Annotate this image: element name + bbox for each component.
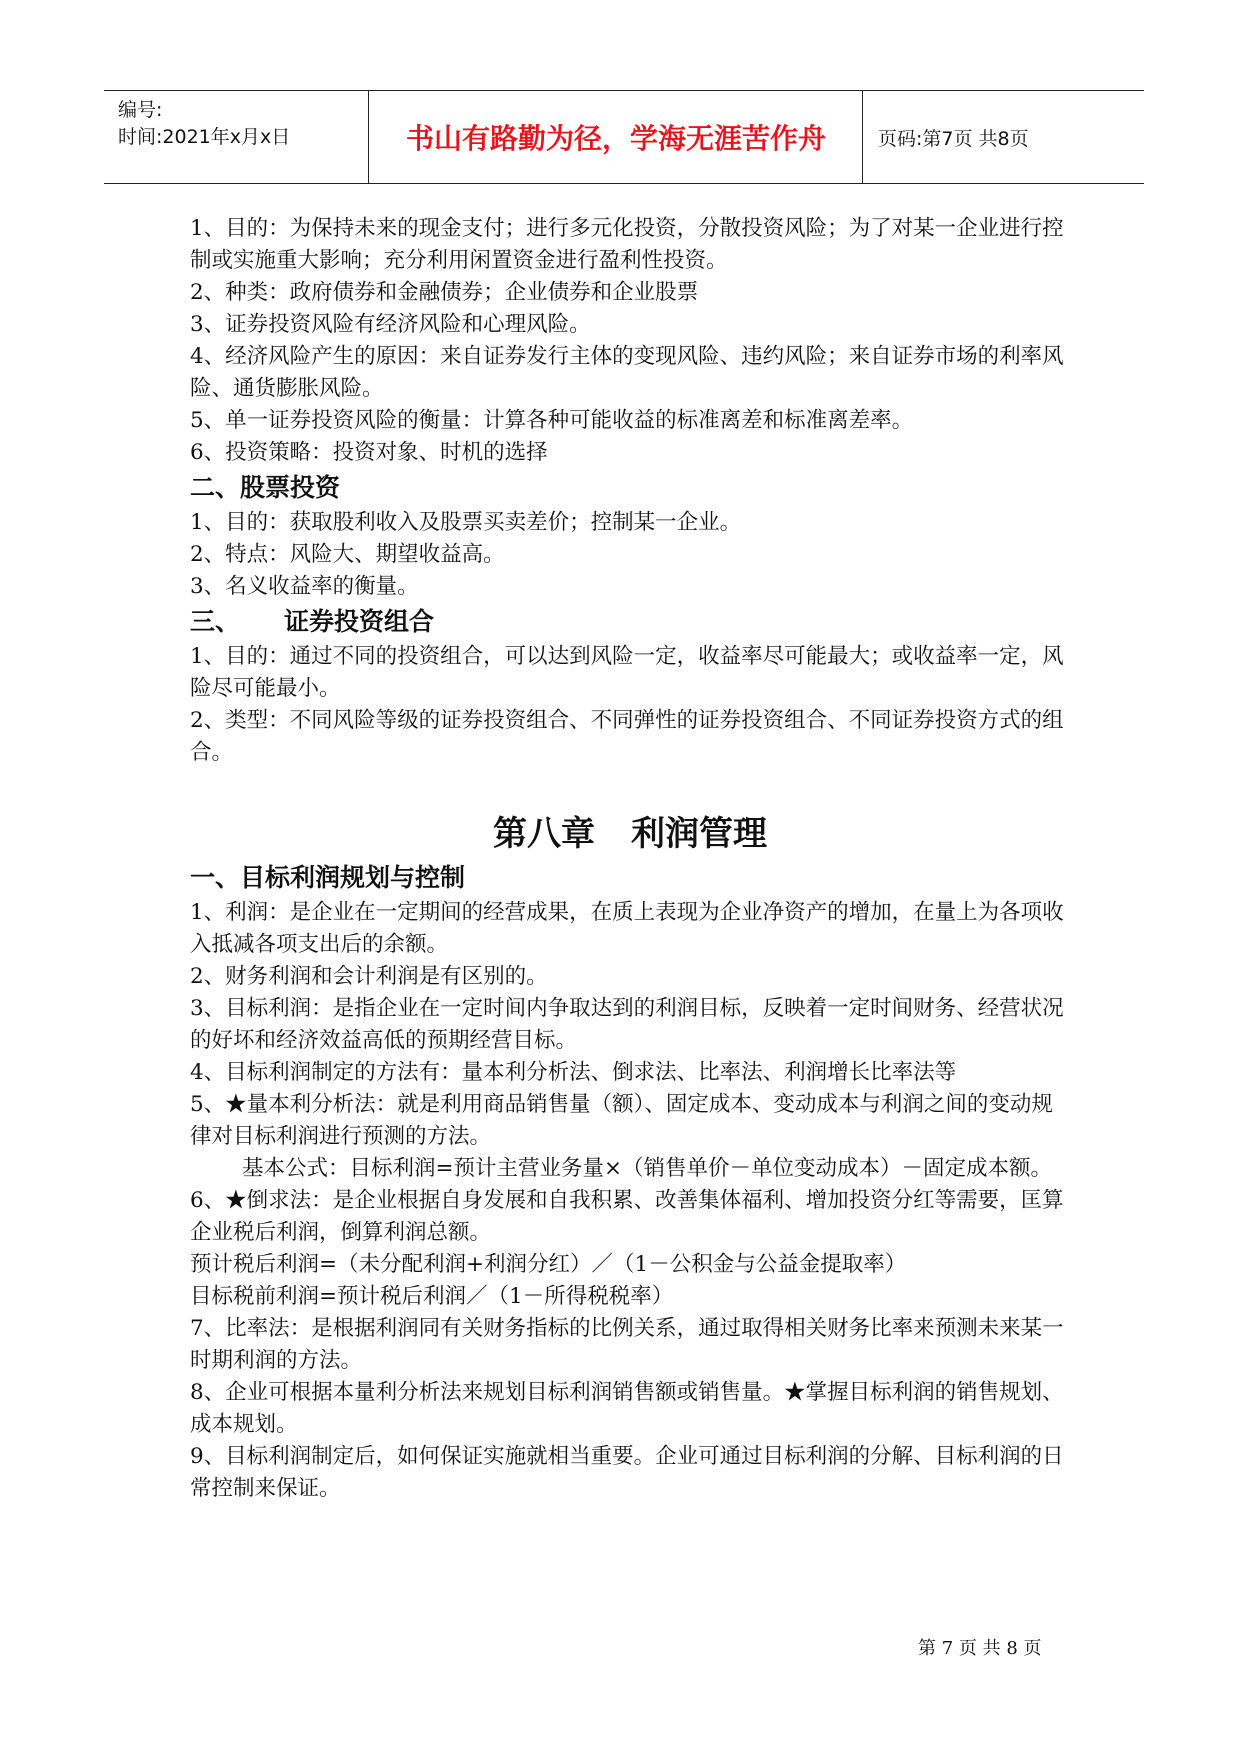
paragraph: 2、财务利润和会计利润是有区别的。 xyxy=(190,964,548,989)
paragraph: 1、目的：通过不同的投资组合，可以达到风险一定，收益率尽可能最大；或收益率一定，风险尽可能最小。 xyxy=(190,644,1064,701)
header-number-label: 编号: xyxy=(118,99,163,121)
header-page-label: 页码:第7页 共8页 xyxy=(878,127,1029,150)
paragraph: 2、类型：不同风险等级的证券投资组合、不同弹性的证券投资组合、不同证券投资方式的组合。 xyxy=(190,708,1064,765)
section-heading-stock: 二、股票投资 xyxy=(190,473,341,502)
document-body xyxy=(190,213,1070,1505)
chapter-title xyxy=(190,811,1070,857)
page-header xyxy=(104,90,1144,184)
header-meta-cell xyxy=(104,91,369,183)
paragraph: 1、目的：获取股利收入及股票买卖差价；控制某一企业。 xyxy=(190,510,742,535)
section-heading-portfolio xyxy=(190,605,1070,639)
section-heading-text: 证券投资组合 xyxy=(284,607,435,636)
header-motto: 书山有路勤为径，学海无涯苦作舟 xyxy=(370,91,863,183)
header-time-label: 时间:2021年x月x日 xyxy=(118,126,291,148)
formula-paragraph: 基本公式：目标利润=预计主营业务量×（销售单价－单位变动成本）－固定成本额。 xyxy=(242,1156,1053,1181)
section-heading-number: 三、 xyxy=(190,607,241,636)
paragraph: 8、企业可根据本量利分析法来规划目标利润销售额或销售量。★掌握目标利润的销售规划、成本规划。 xyxy=(190,1380,1064,1437)
paragraph: 6、★倒求法：是企业根据自身发展和自我积累、改善集体福利、增加投资分红等需要，匡算企业税后利润，倒算利润总额。 xyxy=(190,1188,1064,1245)
formula-line: 预计税后利润=（未分配利润+利润分红）／（1－公积金与公益金提取率） xyxy=(190,1252,907,1277)
paragraph: 3、名义收益率的衡量。 xyxy=(190,574,419,599)
chapter-name: 利润管理 xyxy=(631,814,767,854)
paragraph: 3、证券投资风险有经济风险和心理风险。 xyxy=(190,312,591,337)
paragraph: 2、特点：风险大、期望收益高。 xyxy=(190,542,505,567)
paragraph: 6、投资策略：投资对象、时机的选择 xyxy=(190,440,548,465)
paragraph: 5、单一证券投资风险的衡量：计算各种可能收益的标准离差和标准离差率。 xyxy=(190,408,914,433)
paragraph: 7、比率法：是根据利润同有关财务指标的比例关系，通过取得相关财务比率来预测未来某一时期利润的方法。 xyxy=(190,1316,1064,1373)
page-footer: 第 7 页 共 8 页 xyxy=(918,1638,1042,1659)
section-heading-profit: 一、目标利润规划与控制 xyxy=(190,863,466,892)
paragraph: 2、种类：政府债券和金融债券；企业债券和企业股票 xyxy=(190,280,699,305)
paragraph: 4、目标利润制定的方法有：量本利分析法、倒求法、比率法、利润增长比率法等 xyxy=(190,1060,957,1085)
paragraph: 3、目标利润：是指企业在一定时间内争取达到的利润目标，反映着一定时间财务、经营状况的好坏和经济效益高低的预期经营目标。 xyxy=(190,996,1064,1053)
chapter-number: 第八章 xyxy=(493,814,595,854)
formula-line: 目标税前利润=预计税后利润／（1－所得税税率） xyxy=(190,1284,674,1309)
paragraph: 1、利润：是企业在一定期间的经营成果，在质上表现为企业净资产的增加，在量上为各项收入抵减各项支出后的余额。 xyxy=(190,900,1064,957)
paragraph: 1、目的：为保持未来的现金支付；进行多元化投资，分散投资风险；为了对某一企业进行控制或实施重大影响；充分利用闲置资金进行盈利性投资。 xyxy=(190,216,1064,273)
paragraph: 4、经济风险产生的原因：来自证券发行主体的变现风险、违约风险；来自证券市场的利率风险、通货膨胀风险。 xyxy=(190,344,1064,401)
paragraph: 9、目标利润制定后，如何保证实施就相当重要。企业可通过目标利润的分解、目标利润的日常控制来保证。 xyxy=(190,1444,1064,1501)
paragraph: 5、★量本利分析法：就是利用商品销售量（额）、固定成本、变动成本与利润之间的变动规律对目标利润进行预测的方法。 xyxy=(190,1092,1053,1149)
